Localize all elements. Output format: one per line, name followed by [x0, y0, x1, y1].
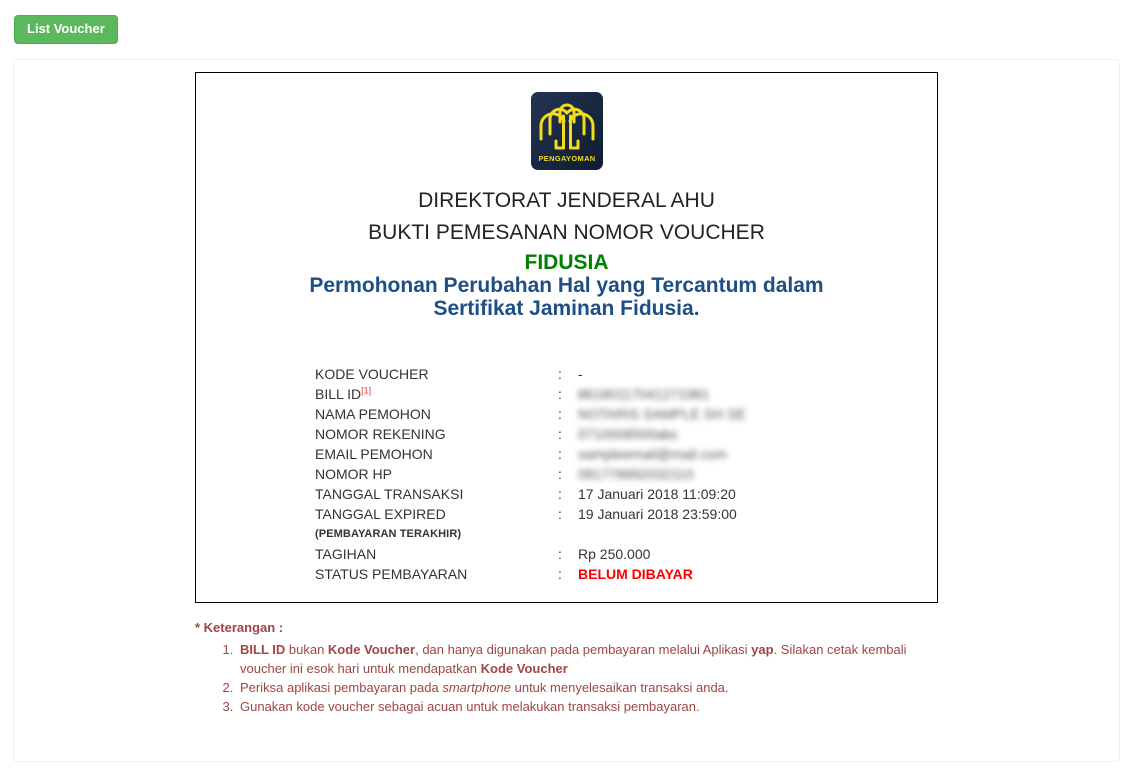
field-row [315, 564, 937, 584]
pengayoman-logo-caption: PENGAYOMAN [537, 154, 596, 163]
service-name: FIDUSIA [524, 251, 609, 274]
field-value: 19 Januari 2018 23:59:00 [578, 506, 737, 522]
field-label: NAMA PEMOHON [315, 406, 431, 422]
list-voucher-button[interactable]: List Voucher [14, 15, 118, 44]
field-row [315, 484, 937, 504]
field-label: TANGGAL EXPIRED [315, 506, 446, 522]
document-title: BUKTI PEMESANAN NOMOR VOUCHER [368, 221, 765, 244]
field-value: Rp 250.000 [578, 546, 651, 562]
field-colon: : [558, 486, 562, 502]
field-colon: : [558, 406, 562, 422]
field-row [315, 544, 937, 564]
pengayoman-logo [531, 92, 603, 170]
field-value: - [578, 366, 583, 382]
field-label: TAGIHAN [315, 546, 377, 562]
note-item: 3. Gunakan kode voucher sebagai acuan untuk melakukan transaksi pembayaran. [237, 697, 938, 716]
field-row [315, 504, 937, 524]
field-colon: : [558, 566, 562, 582]
field-colon: : [558, 546, 562, 562]
field-value-redacted: 86180117041271981 [578, 386, 710, 402]
field-value-redacted: 081778892032110 [578, 466, 694, 482]
notes-heading: * Keterangan : [195, 620, 284, 635]
voucher-fields [315, 364, 937, 584]
field-value-redacted: 0710008500abc [578, 426, 679, 442]
field-label: KODE VOUCHER [315, 366, 429, 382]
field-row [315, 424, 937, 444]
topbar [0, 0, 1133, 43]
field-label-footnote-ref: [1] [361, 385, 372, 396]
field-row [315, 404, 937, 424]
field-row [315, 444, 937, 464]
field-colon: : [558, 366, 562, 382]
field-label: NOMOR REKENING [315, 426, 446, 442]
field-row [315, 464, 937, 484]
field-label: BILL ID[1] [315, 385, 372, 402]
field-colon: : [558, 446, 562, 462]
notes-section [195, 618, 938, 716]
field-row [315, 364, 937, 384]
note-item: 2. Periksa aplikasi pembayaran pada smartphone untuk menyelesaikan transaksi anda. [237, 678, 938, 697]
field-label: TANGGAL TRANSAKSI [315, 486, 464, 502]
field-label: (PEMBAYARAN TERAKHIR) [315, 528, 462, 540]
field-label: EMAIL PEMOHON [315, 446, 433, 462]
content-panel [13, 59, 1120, 762]
field-colon: : [558, 466, 562, 482]
service-subtitle: Permohonan Perubahan Hal yang Tercantum dalam Sertifikat Jaminan Fidusia. [309, 274, 824, 320]
field-value: 17 Januari 2018 11:09:20 [578, 486, 736, 502]
field-colon: : [558, 386, 562, 402]
field-colon: : [558, 426, 562, 442]
field-value-redacted: NOTARIS SAMPLE SH SE [578, 406, 746, 422]
voucher-card [195, 72, 938, 603]
notes-list [195, 640, 938, 716]
field-label: STATUS PEMBAYARAN [315, 566, 468, 582]
pengayoman-logo-icon [531, 92, 603, 170]
note-item: 1. BILL ID bukan Kode Voucher, dan hanya digunakan pada pembayaran melalui Aplikasi yap. Silakan cetak kembali voucher ini esok hari untuk mendapatkan Kode Voucher [237, 640, 938, 678]
field-colon: : [558, 506, 562, 522]
org-title: DIREKTORAT JENDERAL AHU [418, 189, 715, 212]
field-value-redacted: sampleemail@mail.com [578, 446, 727, 462]
field-value: BELUM DIBAYAR [578, 566, 693, 582]
field-row [315, 384, 937, 404]
field-label: NOMOR HP [315, 466, 392, 482]
field-row [315, 524, 937, 544]
